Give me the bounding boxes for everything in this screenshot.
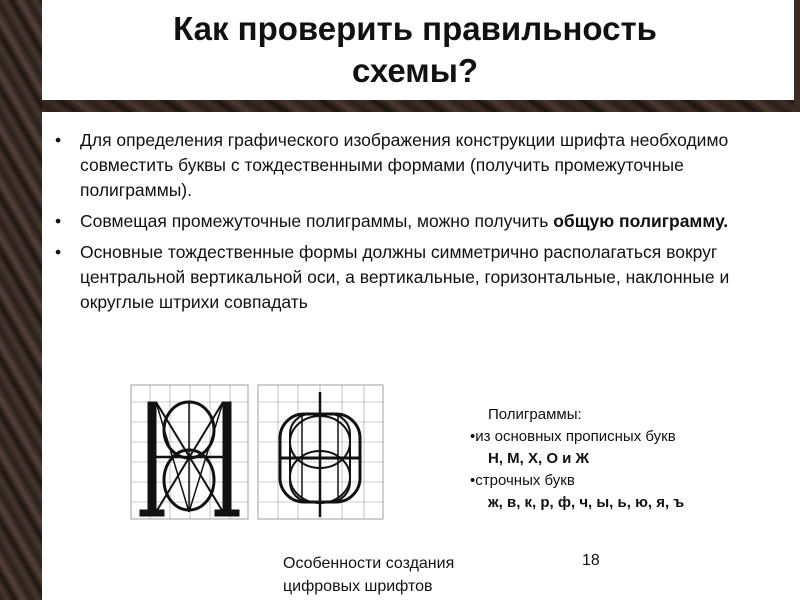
bullet-item: [52, 240, 757, 315]
bullet-dot: •: [55, 211, 62, 231]
left-decoration: [0, 0, 42, 600]
polygram-heading: Полиграммы:: [488, 406, 582, 423]
footer-line-1: Особенности создания: [283, 555, 455, 572]
polygram-figures: [130, 382, 385, 522]
bullet-item: [52, 128, 757, 203]
bullet-text: Совмещая промежуточные полиграммы, можно получить: [80, 211, 554, 231]
right-decoration: [794, 0, 800, 112]
bullet-bold-text: общую полиграмму.: [553, 211, 729, 231]
polygram-item-uppercase-label: •из основных прописных букв: [470, 428, 676, 445]
page-number: 18: [582, 552, 600, 569]
footer-line-2: цифровых шрифтов: [283, 578, 433, 595]
polygram-item-lowercase-label: •строчных букв: [470, 472, 575, 489]
polygram-notes: [470, 404, 790, 514]
bullet-item: [52, 209, 757, 234]
bullet-dot: •: [55, 242, 62, 262]
uppercase-polygram-image: [131, 385, 248, 519]
polygram-item-uppercase-letters: Н, М, Х, О и Ж: [488, 450, 590, 467]
title-line-1: Как проверить правильность: [173, 10, 657, 47]
bullet-text: Для определения графического изображения конструкции шрифта необходимо совместить буквы с тождественными формами (получить промежуточные полиграммы).: [80, 130, 729, 200]
footer-caption: [283, 552, 454, 598]
title-line-2: схемы?: [351, 52, 479, 89]
lowercase-polygram-image: [258, 385, 383, 519]
bullet-dot: •: [55, 130, 62, 150]
bullet-list: [52, 128, 757, 321]
bullet-text: Основные тождественные формы должны симметрично располагаться вокруг центральной вертикальной оси, а вертикальные, горизонтальные, наклонные и округлые штрихи совпадать: [80, 242, 730, 312]
polygram-item-lowercase-letters: ж, в, к, р, ф, ч, ы, ь, ю, я, ъ: [488, 494, 685, 511]
slide-title: [60, 8, 770, 92]
